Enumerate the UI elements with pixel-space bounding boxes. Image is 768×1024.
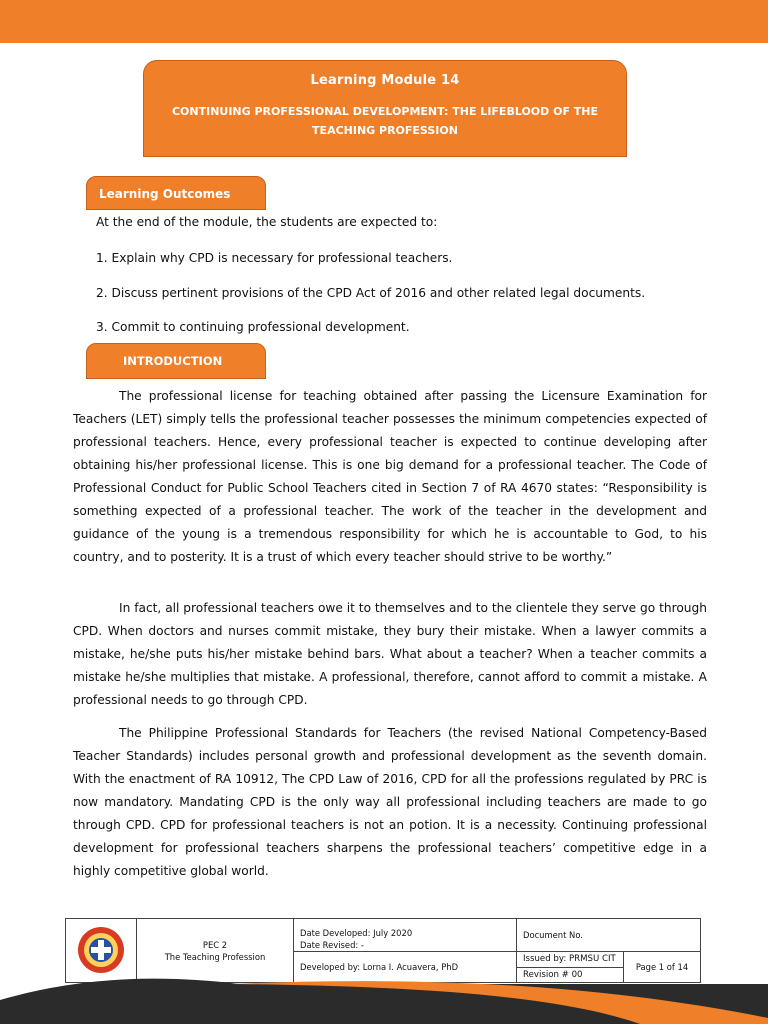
intro-paragraph-1: The professional license for teaching obtained after passing the Licensure Examination for Teachers (LET) simply tells the professional teacher possesses the minimum competencies expected of professional teachers. Hence, every professional teacher is expected to continue developing after obtaining his/her professional license. This is one big demand for a professional teacher. The Code of Professional Conduct for Public School Teachers cited in Section 7 of RA 4670 states: “Responsibility is something expected of a professional teacher. The work of the teacher in the development and guidance of the young is a tremendous responsibility for which he is accountable to God, to his country, and to posterity. It is a trust of which every teacher should strive to be worthy.”: [73, 389, 707, 564]
module-title: Learning Module 14: [310, 73, 460, 88]
document-no: Document No.: [517, 919, 701, 952]
outcome-item-2: 2. Discuss pertinent provisions of the CPD Act of 2016 and other related legal documents.: [96, 286, 646, 300]
course-code: PEC 2: [202, 939, 228, 950]
outcome-item-3: 3. Commit to continuing professional development.: [96, 320, 410, 334]
developed-by: Developed by: Lorna I. Acuavera, PhD: [294, 952, 517, 983]
introduction-label: INTRODUCTION: [86, 343, 266, 379]
learning-outcomes-label: Learning Outcomes: [86, 176, 266, 210]
intro-paragraph-3: The Philippine Professional Standards for Teachers (the revised National Competency-Based Teacher Standards) includes personal growth and professional development as the seventh domain. With the enactment of RA 10912, The CPD Law of 2016, CPD for all the professions regulated by PRC is now mandatory. Mandating CPD is the only way all professional including teachers are made to go through CPD. CPD for professional teachers is not an potion. It is a necessity. Continuing professional development for professional teachers sharpens the professional teachers’ competitive edge in a highly competitive global world.: [73, 726, 707, 878]
revision: Revision # 00: [523, 970, 583, 980]
module-subtitle: CONTINUING PROFESSIONAL DEVELOPMENT: THE LIFEBLOOD OF THE TEACHING PROFESSION: [171, 105, 599, 137]
outcome-item-1: 1. Explain why CPD is necessary for professional teachers.: [96, 251, 453, 265]
header-bar: [0, 0, 768, 43]
issued-by: Issued by: PRMSU CIT: [517, 952, 623, 968]
course-title: The Teaching Profession: [164, 951, 266, 962]
page-number: Page 1 of 14: [624, 952, 701, 983]
intro-paragraph-2: In fact, all professional teachers owe it to themselves and to the clientele they serve go through CPD. When doctors and nurses commit mistake, they bury their mistake. When a lawyer commits a mistake, he/she puts his/her mistake behind bars. What about a teacher? When a teacher commits a mistake he/she multiplies that mistake. A professional, therefore, cannot afford to commit a mistake. A professional needs to go through CPD.: [73, 601, 707, 707]
footer-dates: [294, 919, 517, 952]
outcomes-intro: At the end of the module, the students are expected to:: [96, 215, 438, 229]
date-developed: Date Developed: July 2020: [300, 928, 413, 938]
footer-wave: [0, 962, 768, 1024]
date-revised: Date Revised: -: [300, 940, 364, 950]
module-title-box: [143, 60, 627, 157]
